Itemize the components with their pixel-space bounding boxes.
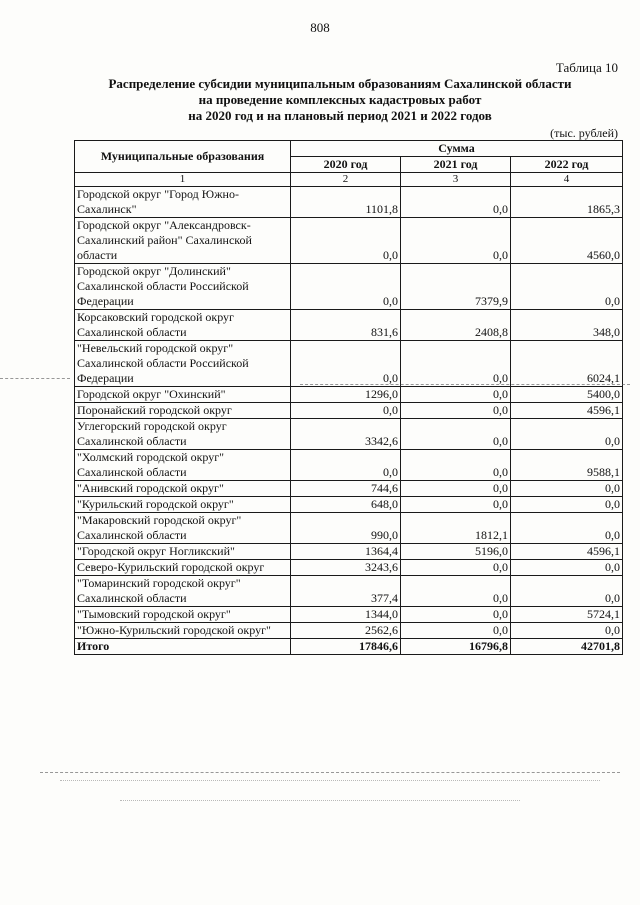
value-2022: 0,0 bbox=[511, 497, 623, 513]
value-2020: 0,0 bbox=[291, 218, 401, 264]
municipality-name: "Анивский городской округ" bbox=[75, 481, 291, 497]
table-row bbox=[75, 187, 623, 218]
value-2020: 0,0 bbox=[291, 264, 401, 310]
value-2020: 3243,6 bbox=[291, 560, 401, 576]
value-2022: 4596,1 bbox=[511, 403, 623, 419]
value-2022: 6024,1 bbox=[511, 341, 623, 387]
table-row bbox=[75, 576, 623, 607]
value-2021: 0,0 bbox=[401, 497, 511, 513]
value-2021: 0,0 bbox=[401, 623, 511, 639]
title-line: на проведение комплексных кадастровых работ bbox=[198, 92, 482, 107]
value-2020: 1101,8 bbox=[291, 187, 401, 218]
header-year-2022: 2022 год bbox=[511, 157, 623, 173]
value-2022: 1865,3 bbox=[511, 187, 623, 218]
value-2021: 2408,8 bbox=[401, 310, 511, 341]
total-2022: 42701,8 bbox=[511, 639, 623, 655]
total-label: Итого bbox=[75, 639, 291, 655]
table-row bbox=[75, 341, 623, 387]
header-year-2020: 2020 год bbox=[291, 157, 401, 173]
scan-artifact-line bbox=[300, 384, 630, 385]
title-line: Распределение субсидии муниципальным образованиям Сахалинской области bbox=[108, 76, 572, 91]
scan-artifact-line bbox=[0, 378, 70, 379]
scan-artifact-line bbox=[60, 780, 600, 781]
municipality-name: "Городской округ Ногликский" bbox=[75, 544, 291, 560]
column-number: 3 bbox=[401, 173, 511, 187]
table-row bbox=[75, 497, 623, 513]
value-2020: 1344,0 bbox=[291, 607, 401, 623]
value-2021: 1812,1 bbox=[401, 513, 511, 544]
value-2021: 0,0 bbox=[401, 450, 511, 481]
table-row bbox=[75, 218, 623, 264]
value-2020: 831,6 bbox=[291, 310, 401, 341]
municipality-name: "Курильский городской округ" bbox=[75, 497, 291, 513]
value-2022: 5400,0 bbox=[511, 387, 623, 403]
column-number: 1 bbox=[75, 173, 291, 187]
value-2022: 0,0 bbox=[511, 623, 623, 639]
municipality-name: "Южно-Курильский городской округ" bbox=[75, 623, 291, 639]
value-2022: 0,0 bbox=[511, 419, 623, 450]
value-2020: 377,4 bbox=[291, 576, 401, 607]
units-note: (тыс. рублей) bbox=[550, 126, 618, 140]
total-2020: 17846,6 bbox=[291, 639, 401, 655]
header-municipalities: Муниципальные образования bbox=[75, 141, 291, 173]
municipality-name: Корсаковский городской округ Сахалинской области bbox=[75, 310, 291, 341]
value-2021: 5196,0 bbox=[401, 544, 511, 560]
value-2022: 0,0 bbox=[511, 576, 623, 607]
table-row bbox=[75, 450, 623, 481]
value-2020: 0,0 bbox=[291, 450, 401, 481]
value-2022: 0,0 bbox=[511, 481, 623, 497]
total-row bbox=[75, 639, 623, 655]
value-2020: 990,0 bbox=[291, 513, 401, 544]
table-row bbox=[75, 623, 623, 639]
column-number: 2 bbox=[291, 173, 401, 187]
value-2022: 4596,1 bbox=[511, 544, 623, 560]
municipality-name: Северо-Курильский городской округ bbox=[75, 560, 291, 576]
value-2020: 648,0 bbox=[291, 497, 401, 513]
scan-artifact-line bbox=[120, 800, 520, 801]
value-2022: 0,0 bbox=[511, 264, 623, 310]
value-2020: 744,6 bbox=[291, 481, 401, 497]
scan-artifact-line bbox=[40, 772, 620, 773]
municipality-name: "Макаровский городской округ" Сахалинской области bbox=[75, 513, 291, 544]
municipality-name: Городской округ "Долинский" Сахалинской области Российской Федерации bbox=[75, 264, 291, 310]
value-2022: 5724,1 bbox=[511, 607, 623, 623]
value-2021: 0,0 bbox=[401, 419, 511, 450]
municipality-name: Городской округ "Александровск-Сахалинский район" Сахалинской области bbox=[75, 218, 291, 264]
value-2020: 0,0 bbox=[291, 341, 401, 387]
table-row bbox=[75, 387, 623, 403]
total-2021: 16796,8 bbox=[401, 639, 511, 655]
subsidy-table bbox=[74, 140, 623, 655]
municipality-name: "Невельский городской округ" Сахалинской области Российской Федерации bbox=[75, 341, 291, 387]
table-row bbox=[75, 403, 623, 419]
table-row bbox=[75, 264, 623, 310]
value-2021: 0,0 bbox=[401, 187, 511, 218]
table-row bbox=[75, 607, 623, 623]
value-2022: 4560,0 bbox=[511, 218, 623, 264]
municipality-name: Городской округ "Охинский" bbox=[75, 387, 291, 403]
table-row bbox=[75, 544, 623, 560]
value-2021: 0,0 bbox=[401, 403, 511, 419]
table-row bbox=[75, 560, 623, 576]
table-row bbox=[75, 419, 623, 450]
value-2022: 9588,1 bbox=[511, 450, 623, 481]
municipality-name: "Томаринский городской округ" Сахалинской области bbox=[75, 576, 291, 607]
value-2022: 0,0 bbox=[511, 513, 623, 544]
page-number: 808 bbox=[310, 20, 330, 35]
value-2020: 2562,6 bbox=[291, 623, 401, 639]
value-2021: 0,0 bbox=[401, 560, 511, 576]
value-2021: 7379,9 bbox=[401, 264, 511, 310]
value-2020: 3342,6 bbox=[291, 419, 401, 450]
value-2020: 0,0 bbox=[291, 403, 401, 419]
value-2021: 0,0 bbox=[401, 341, 511, 387]
table-label: Таблица 10 bbox=[555, 60, 618, 75]
value-2022: 348,0 bbox=[511, 310, 623, 341]
value-2020: 1296,0 bbox=[291, 387, 401, 403]
document-title bbox=[60, 76, 620, 124]
municipality-name: Городской округ "Город Южно-Сахалинск" bbox=[75, 187, 291, 218]
column-number: 4 bbox=[511, 173, 623, 187]
table-row bbox=[75, 310, 623, 341]
value-2020: 1364,4 bbox=[291, 544, 401, 560]
title-line: на 2020 год и на плановый период 2021 и 2022 годов bbox=[188, 108, 492, 123]
header-year-2021: 2021 год bbox=[401, 157, 511, 173]
value-2021: 0,0 bbox=[401, 218, 511, 264]
value-2021: 0,0 bbox=[401, 576, 511, 607]
municipality-name: Углегорский городской округ Сахалинской области bbox=[75, 419, 291, 450]
value-2022: 0,0 bbox=[511, 560, 623, 576]
table-row bbox=[75, 481, 623, 497]
municipality-name: Поронайский городской округ bbox=[75, 403, 291, 419]
municipality-name: "Холмский городской округ" Сахалинской области bbox=[75, 450, 291, 481]
value-2021: 0,0 bbox=[401, 607, 511, 623]
municipality-name: "Тымовский городской округ" bbox=[75, 607, 291, 623]
value-2021: 0,0 bbox=[401, 481, 511, 497]
header-sum: Сумма bbox=[291, 141, 623, 157]
value-2021: 0,0 bbox=[401, 387, 511, 403]
table-row bbox=[75, 513, 623, 544]
